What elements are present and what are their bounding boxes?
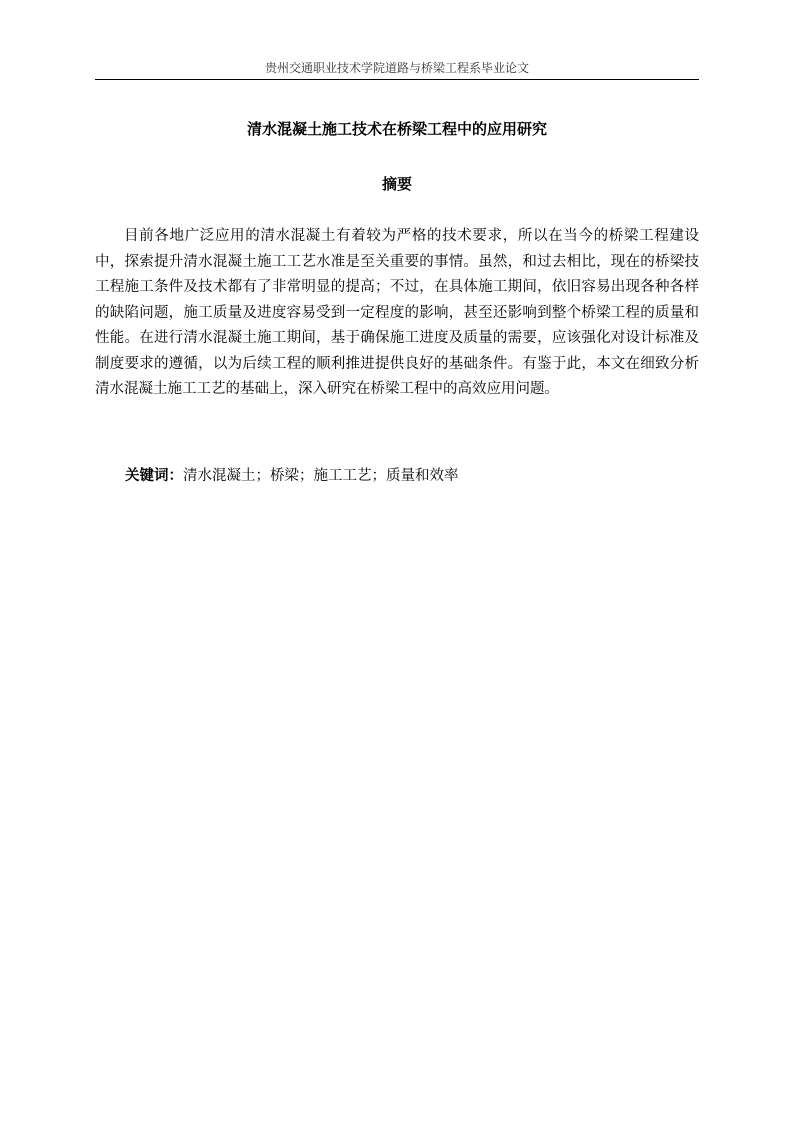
header-divider (95, 79, 699, 80)
keywords-line (125, 465, 699, 487)
abstract-body: 目前各地广泛应用的清水混凝土有着较为严格的技术要求，所以在当今的桥梁工程建设中，探索提升清水混凝土施工工艺水准是至关重要的事情。虽然，和过去相比，现在的桥梁技工程施工条件及技术都有了非常明显的提高；不过，在具体施工期间，依旧容易出现各种各样的缺陷问题，施工质量及进度容易受到一定程度的影响，甚至还影响到整个桥梁工程的质量和性能。在进行清水混凝土施工期间，基于确保施工进度及质量的需要，应该强化对设计标准及制度要求的遵循，以为后续工程的顺利推进提供良好的基础条件。有鉴于此，本文在细致分析清水混凝土施工工艺的基础上，深入研究在桥梁工程中的高效应用问题。 (95, 228, 699, 397)
paper-title: 清水混凝土施工技术在桥梁工程中的应用研究 (246, 120, 547, 138)
page-header: 贵州交通职业技术学院道路与桥梁工程系毕业论文 (264, 61, 529, 75)
abstract-heading: 摘要 (381, 175, 412, 193)
keywords-label: 关键词： (125, 467, 183, 484)
keywords-values: 清水混凝土；桥梁；施工工艺；质量和效率 (183, 468, 459, 484)
